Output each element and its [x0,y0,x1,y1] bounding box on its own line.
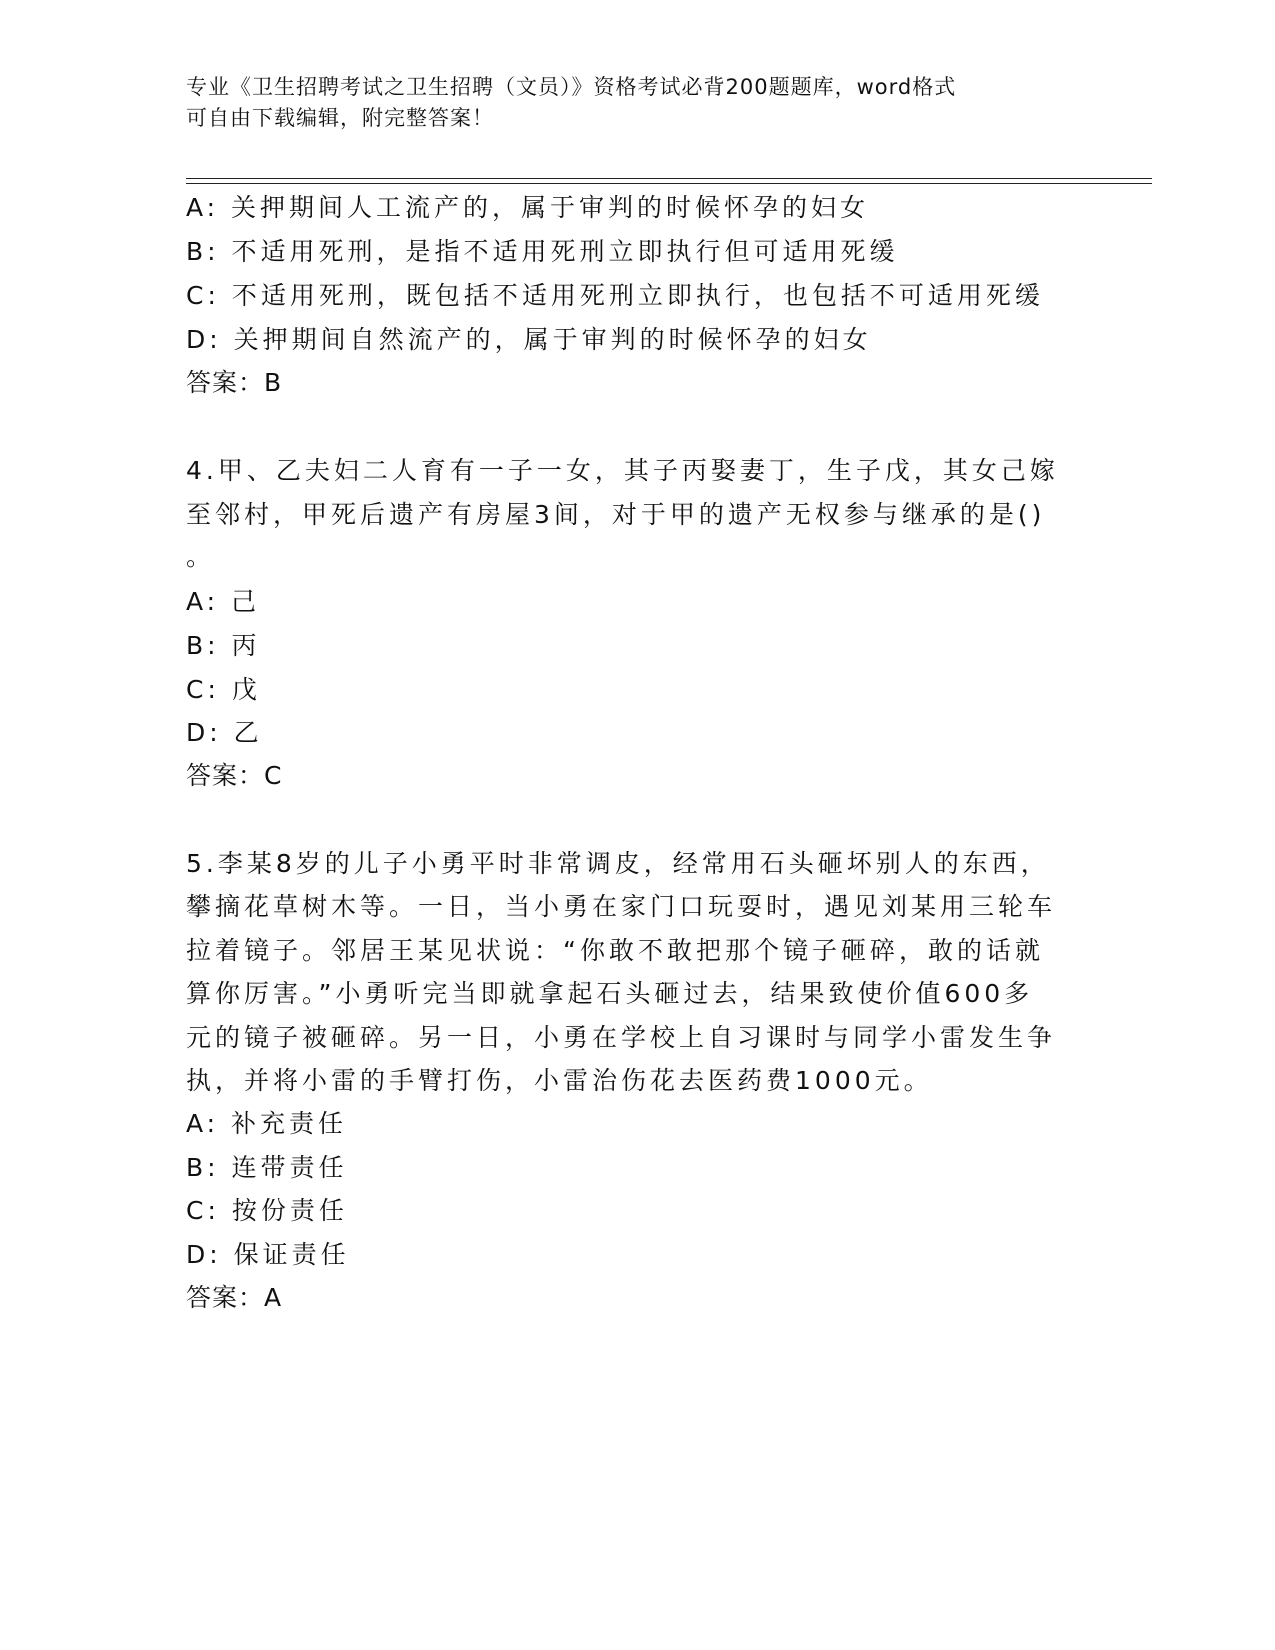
q4-option-a: A: 己 [186,587,261,616]
header-divider-top [186,178,1152,179]
q4-stem-line-1: 4.甲、乙夫妇二人育有一子一女，其子丙娶妻丁，生子戊，其女己嫁 [186,456,1059,485]
q4-answer: 答案：C [186,761,283,790]
q5-option-d: D: 保证责任 [186,1240,350,1269]
q5-stem-line-6: 执，并将小雷的手臂打伤，小雷治伤花去医药费1000元。 [186,1066,933,1095]
q3-option-a: A: 关押期间人工流产的，属于审判的时候怀孕的妇女 [186,193,870,222]
q5-option-b: B: 连带责任 [186,1153,348,1182]
header-line-1: 专业《卫生招聘考试之卫生招聘（文员）》资格考试必背200题题库，word格式 [186,75,957,99]
header-divider-bottom [186,183,1152,184]
q4-option-b: B: 丙 [186,631,261,660]
q5-stem-line-1: 5.李某8岁的儿子小勇平时非常调皮，经常用石头砸坏别人的东西， [186,849,1050,878]
q5-option-c: C: 按份责任 [186,1196,348,1225]
header-line-2: 可自由下载编辑，附完整答案！ [186,106,494,130]
q3-option-d: D: 关押期间自然流产的，属于审判的时候怀孕的妇女 [186,325,872,354]
q5-stem-line-4: 算你厉害。”小勇听完当即就拿起石头砸过去，结果致使价值600多 [186,979,1034,1008]
document-header [186,72,1066,134]
q4-option-d: D: 乙 [186,718,263,747]
q5-answer: 答案：A [186,1283,283,1312]
q5-stem-line-5: 元的镜子被砸碎。另一日，小勇在学校上自习课时与同学小雷发生争 [186,1023,1057,1052]
q5-option-a: A: 补充责任 [186,1109,348,1138]
q4-stem-line-3: 。 [186,542,216,571]
q5-stem-line-3: 拉着镜子。邻居王某见状说：“你敢不敢把那个镜子砸碎，敢的话就 [186,936,1044,965]
q4-stem-line-2: 至邻村，甲死后遗产有房屋3间，对于甲的遗产无权参与继承的是() [186,500,1046,529]
q3-answer: 答案：B [186,368,283,397]
q5-stem-line-2: 攀摘花草树木等。一日，当小勇在家门口玩耍时，遇见刘某用三轮车 [186,892,1057,921]
q3-option-b: B: 不适用死刑，是指不适用死刑立即执行但可适用死缓 [186,237,899,266]
q4-option-c: C: 戊 [186,675,261,704]
q3-option-c: C: 不适用死刑，既包括不适用死刑立即执行，也包括不可适用死缓 [186,281,1044,310]
